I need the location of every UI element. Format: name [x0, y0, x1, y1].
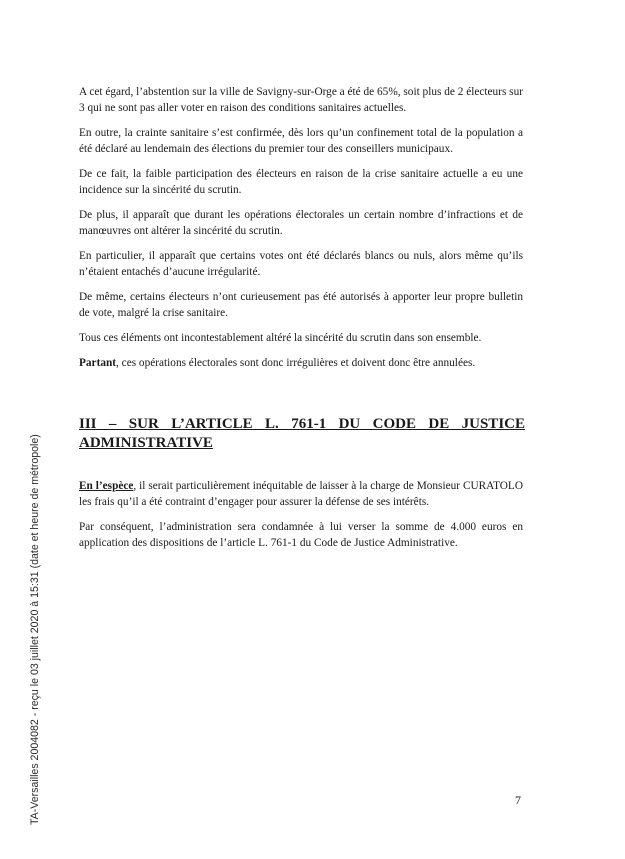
paragraph-lead: Partant — [79, 357, 117, 369]
paragraph-participation: De ce fait, la faible participation des électeurs en raison de la crise sanitaire actuelle a eu une incidence sur la sincérité du scrutin. — [79, 168, 523, 196]
paragraph-votes-blancs: En particulier, il apparaît que certains votes ont été déclarés blancs ou nuls, alors même qu’ils n’étaient entachés d’aucune irrégularité. — [79, 250, 523, 278]
paragraph-abstention: A cet égard, l’abstention sur la ville de Savigny-sur-Orge a été de 65%, soit plus de 2 électeurs sur 3 qui ne sont pas aller voter en raison des conditions sanitaires actuelles. — [79, 86, 523, 114]
paragraph-bulletin: De même, certains électeurs n’ont curieusement pas été autorisés à apporter leur propre bulletin de vote, malgré la crise sanitaire. — [79, 291, 523, 319]
section-heading — [79, 415, 525, 453]
paragraph-lead: En l’espèce — [79, 480, 134, 492]
paragraph-confinement: En outre, la crainte sanitaire s’est confirmée, dès lors qu’un confinement total de la population a été déclaré au lendemain des élections du premier tour des conseillers municipaux. — [79, 127, 523, 155]
paragraph-condamnation: Par conséquent, l’administration sera condamnée à lui verser la somme de 4.000 euros en application des dispositions de l’article L. 761-1 du Code de Justice Administrative. — [79, 521, 523, 549]
paragraph-infractions: De plus, il apparaît que durant les opérations électorales un certain nombre d’infractions et de manœuvres ont altérer la sincérité du scrutin. — [79, 209, 523, 237]
paragraph-elements: Tous ces éléments ont incontestablement altéré la sincérité du scrutin dans son ensemble. — [79, 332, 482, 344]
paragraph-partant: Partant, ces opérations électorales sont donc irrégulières et doivent donc être annulées. — [79, 357, 476, 369]
reception-stamp: TA-Versailles 2004082 - reçu le 03 juillet 2020 à 15:31 (date et heure de métropole) — [29, 434, 41, 825]
section-heading-line1: III – SUR L’ARTICLE L. 761-1 DU CODE DE JUSTICE — [79, 416, 525, 432]
page-number: 7 — [515, 793, 521, 807]
paragraph-espece: En l’espèce, il serait particulièrement inéquitable de laisser à la charge de Monsieur CURATOLO les frais qu’il a été contraint d’engager pour assurer la défense de ses intérêts. — [79, 480, 523, 508]
section-heading-line2: ADMINISTRATIVE — [79, 435, 213, 451]
